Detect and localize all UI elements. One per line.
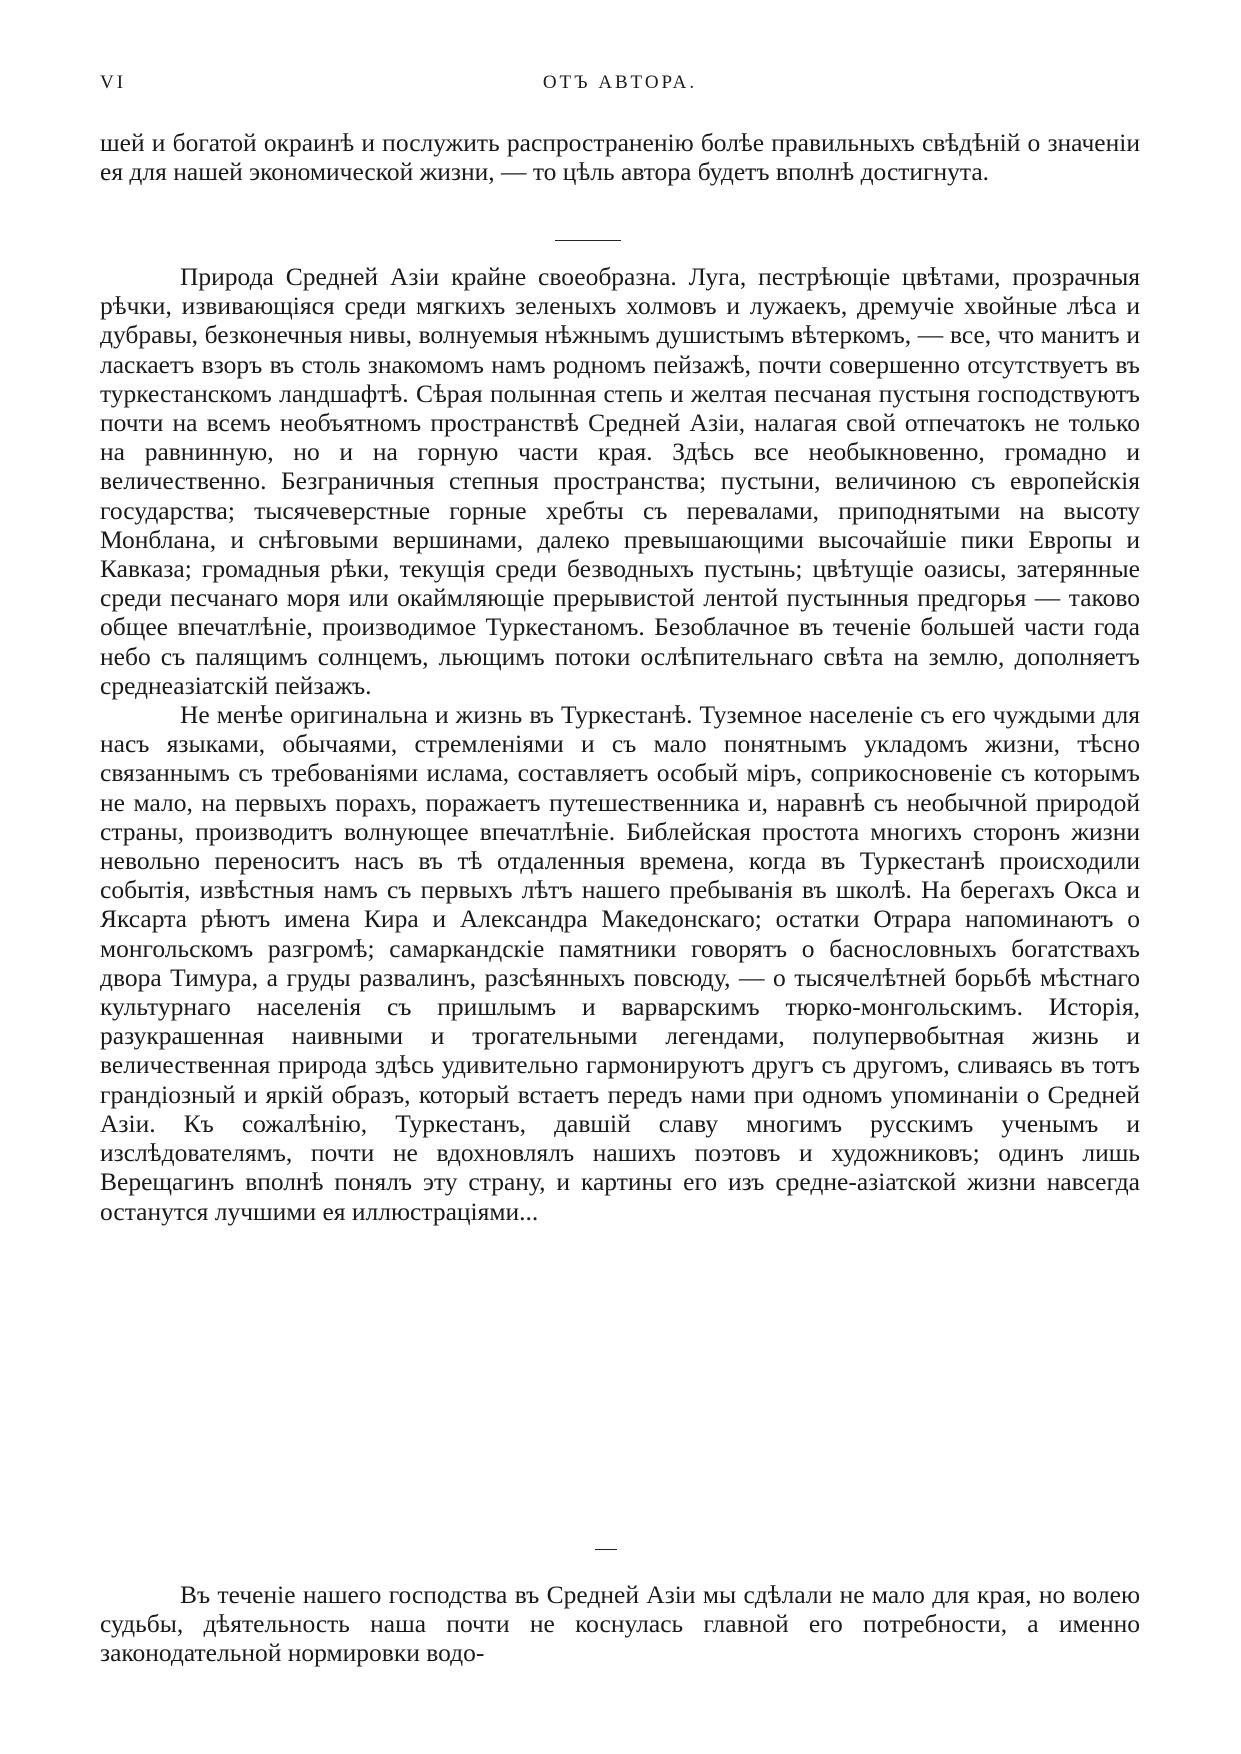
running-title: ОТЪ АВТОРА. — [542, 72, 698, 93]
paragraph-2: Природа Средней Азіи крайне своеобразна. Луга, пестрѣющіе цвѣтами, прозрачныя рѣчки, извивающіяся среди мягкихъ зеленыхъ холмовъ и лужаекъ, дремучіе хвойные лѣса и дубравы, безконечныя нивы, волнуемыя нѣжнымъ душистымъ вѣтеркомъ, — все, что манитъ и ласкаетъ взоръ въ столь знакомомъ намъ родномъ пейзажѣ, почти совершенно отсутствуетъ въ туркестанскомъ ландшафтѣ. Сѣрая полынная степь и желтая песчаная пустыня господствуютъ почти на всемъ необъятномъ пространствѣ Средней Азіи, налагая свой отпечатокъ не только на равнинную, но и на горную части края. Здѣсь все необыкновенно, громадно и величественно. Безграничныя степныя пространства; пустыни, величиною съ европейскія государства; тысячеверстные горные хребты съ перевалами, приподнятыми на высоту Монблана, и снѣговыми вершинами, далеко превышающими высочайшіе пики Европы и Кавказа; громадныя рѣки, текущія среди безводныхъ пустынь; цвѣтущіе оазисы, затерянные среди песчанаго моря или окаймляющіе прерывистой лентой пустынныя предгорья — таково общее впечатлѣніе, производимое Туркестаномъ. Безоблачное въ теченіе большей части года небо съ палящимъ солнцемъ, льющимъ потоки ослѣпительнаго свѣта на землю, дополняетъ среднеазіатскій пейзажъ. — [100, 262, 1140, 700]
paragraph-4: Въ теченіе нашего господства въ Средней Азіи мы сдѣлали не мало для края, но волею судьбы, дѣятельность наша почти не коснулась главной его потребности, а именно законодательной нормировки водо- — [100, 1580, 1140, 1668]
section-divider — [555, 240, 621, 241]
section-divider-short — [595, 1549, 617, 1550]
main-section — [100, 262, 1140, 1226]
paragraph-1: шей и богатой окраинѣ и послужить распространенію болѣе правильныхъ свѣдѣній о значеніи ея для нашей экономической жизни, — то цѣль автора будетъ вполнѣ достигнута. — [100, 128, 1140, 187]
intro-continuation — [100, 128, 1140, 186]
closing-section — [100, 1580, 1140, 1668]
paragraph-3: Не менѣе оригинальна и жизнь въ Туркестанѣ. Туземное населеніе съ его чуждыми для насъ языками, обычаями, стремленіями и съ мало понятнымъ укладомъ жизни, тѣсно связаннымъ съ требованіями ислама, составляетъ особый міръ, соприкосновеніе съ которымъ не мало, на первыхъ порахъ, поражаетъ путешественника и, наравнѣ съ необычной природой страны, производитъ волнующее впечатлѣніе. Библейская простота многихъ сторонъ жизни невольно переноситъ насъ въ тѣ отдаленныя времена, когда въ Туркестанѣ происходили событія, извѣстныя намъ съ первыхъ лѣтъ нашего пребыванія въ школѣ. На берегахъ Окса и Яксарта рѣютъ имена Кира и Александра Македонскаго; остатки Отрара напоминаютъ о монгольскомъ разгромѣ; самаркандскіе памятники говорятъ о баснословныхъ богатствахъ двора Тимура, а груды развалинъ, разсѣянныхъ повсюду, — о тысячелѣтней борьбѣ мѣстнаго культурнаго населенія съ пришлымъ и варварскимъ тюрко-монгольскимъ. Исторія, разукрашенная наивными и трогательными легендами, полупервобытная жизнь и величественная природа здѣсь удивительно гармонируютъ другъ съ другомъ, сливаясь въ тотъ грандіозный и яркій образъ, который встаетъ передъ нами при одномъ упоминаніи о Средней Азіи. Къ сожалѣнію, Туркестанъ, давшій славу многимъ русскимъ ученымъ и изслѣдователямъ, почти не вдохновлялъ нашихъ поэтовъ и художниковъ; одинъ лишь Верещагинъ вполнѣ понялъ эту страну, и картины его изъ средне-азіатской жизни навсегда останутся лучшими ея иллюстраціями... — [100, 700, 1140, 1226]
page-number: VI — [100, 72, 127, 93]
page-header — [100, 72, 1140, 102]
